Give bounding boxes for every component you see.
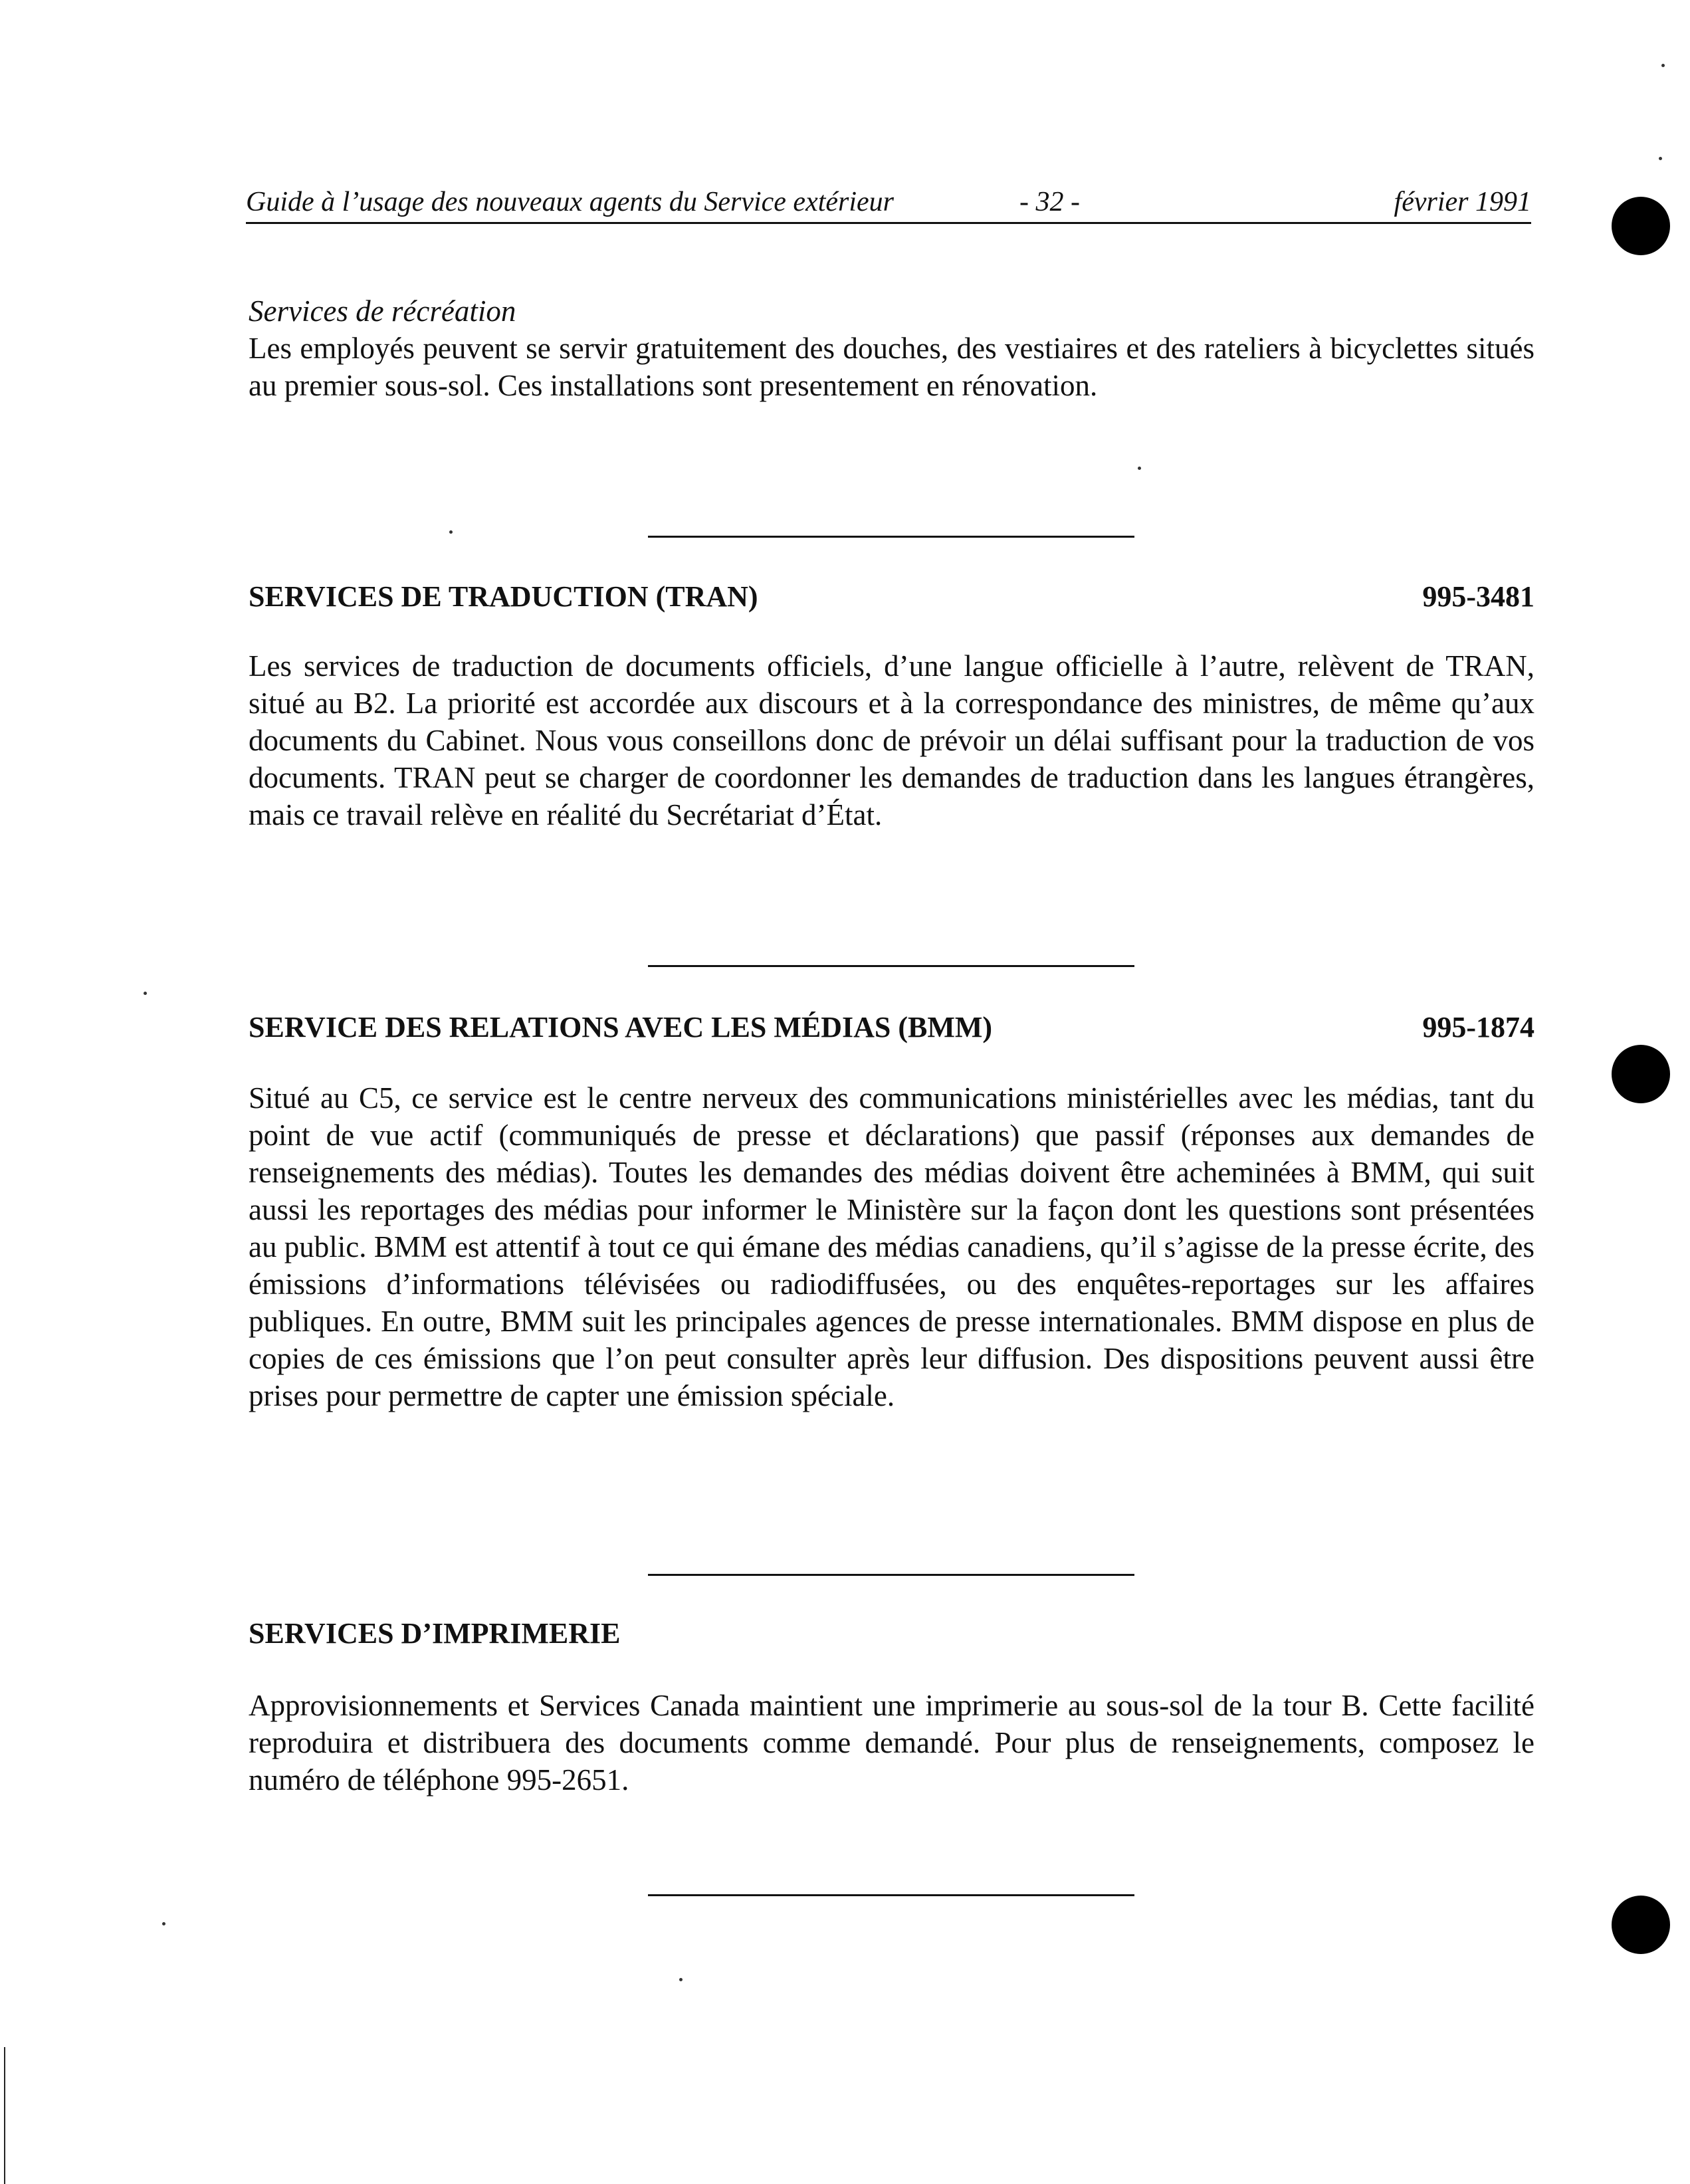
recreation-body: Les employés peuvent se servir gratuitement des douches, des vestiaires et des rateliers à bicyclettes situés au premier sous-sol. Ces installations sont presentement en rénovation.: [249, 332, 1534, 402]
scan-speck: [449, 530, 453, 534]
section-heading: [249, 580, 1534, 613]
section-title: SERVICES D’IMPRIMERIE: [249, 1617, 621, 1650]
section-divider: [648, 1894, 1134, 1896]
scan-speck: [1138, 467, 1141, 470]
header-date: février 1991: [1394, 187, 1531, 217]
section-body: [249, 1687, 1534, 1799]
section-heading: [249, 1010, 1534, 1044]
scan-speck: [162, 1922, 165, 1925]
section-divider: [648, 965, 1134, 967]
scan-speck: [1659, 157, 1662, 160]
running-header: [246, 185, 1531, 224]
recreation-title: Services de récréation: [249, 294, 516, 328]
section-divider: [648, 1574, 1134, 1576]
section-title: SERVICES DE TRADUCTION (TRAN): [249, 580, 758, 613]
section-phone: 995-3481: [1422, 580, 1534, 613]
punch-hole-middle: [1612, 1045, 1670, 1103]
section-divider: [648, 536, 1134, 538]
section-heading: [249, 1616, 1534, 1650]
header-title: Guide à l’usage des nouveaux agents du Service extérieur: [246, 187, 895, 217]
punch-hole-bottom: [1612, 1896, 1670, 1954]
recreation-section: [249, 292, 1534, 404]
scan-speck: [144, 992, 147, 995]
section-title: SERVICE DES RELATIONS AVEC LES MÉDIAS (BMM): [249, 1011, 993, 1043]
scan-speck: [679, 1978, 683, 1981]
scan-speck: [1661, 64, 1665, 67]
section-paragraph: Les services de traduction de documents officiels, d’une langue officielle à l’autre, relèvent de TRAN, situé au B2. La priorité est accordée aux discours et à la correspondance des ministres, de même qu’aux documents du Cabinet. Nous vous conseillons donc de prévoir un délai suffisant pour la traduction de vos documents. TRAN peut se charger de coordonner les demandes de traduction dans les langues étrangères, mais ce travail relève en réalité du Secrétariat d’État.: [249, 649, 1534, 831]
section-paragraph: Approvisionnements et Services Canada maintient une imprimerie au sous-sol de la tour B. Cette facilité reproduira et distribuera des documents comme demandé. Pour plus de renseignements, composez le numéro de téléphone 995-2651.: [249, 1689, 1534, 1797]
punch-hole-top: [1612, 197, 1670, 255]
section-phone: 995-1874: [1422, 1011, 1534, 1043]
page-number: - 32 -: [1019, 187, 1080, 217]
section-body: [249, 647, 1534, 833]
section-paragraph: Situé au C5, ce service est le centre nerveux des communications ministérielles avec les médias, tant du point de vue actif (communiqués de presse et déclarations) que passif (réponses aux demandes de renseignements des médias). Toutes les demandes des médias doivent être acheminées à BMM, qui suit aussi les reportages des médias pour informer le Ministère sur la façon dont les questions sont présentées au public. BMM est attentif à tout ce qui émane des médias canadiens, qu’il s’agisse de la presse écrite, des émissions d’informations télévisées ou radiodiffusées, ou des enquêtes-reportages sur les affaires publiques. En outre, BMM suit les principales agences de presse internationales. BMM dispose en plus de copies de ces émissions que l’on peut consulter après leur diffusion. Des dispositions peuvent aussi être prises pour permettre de capter une émission spéciale.: [249, 1081, 1534, 1412]
scan-margin-line: [4, 2047, 5, 2184]
section-body: [249, 1079, 1534, 1414]
